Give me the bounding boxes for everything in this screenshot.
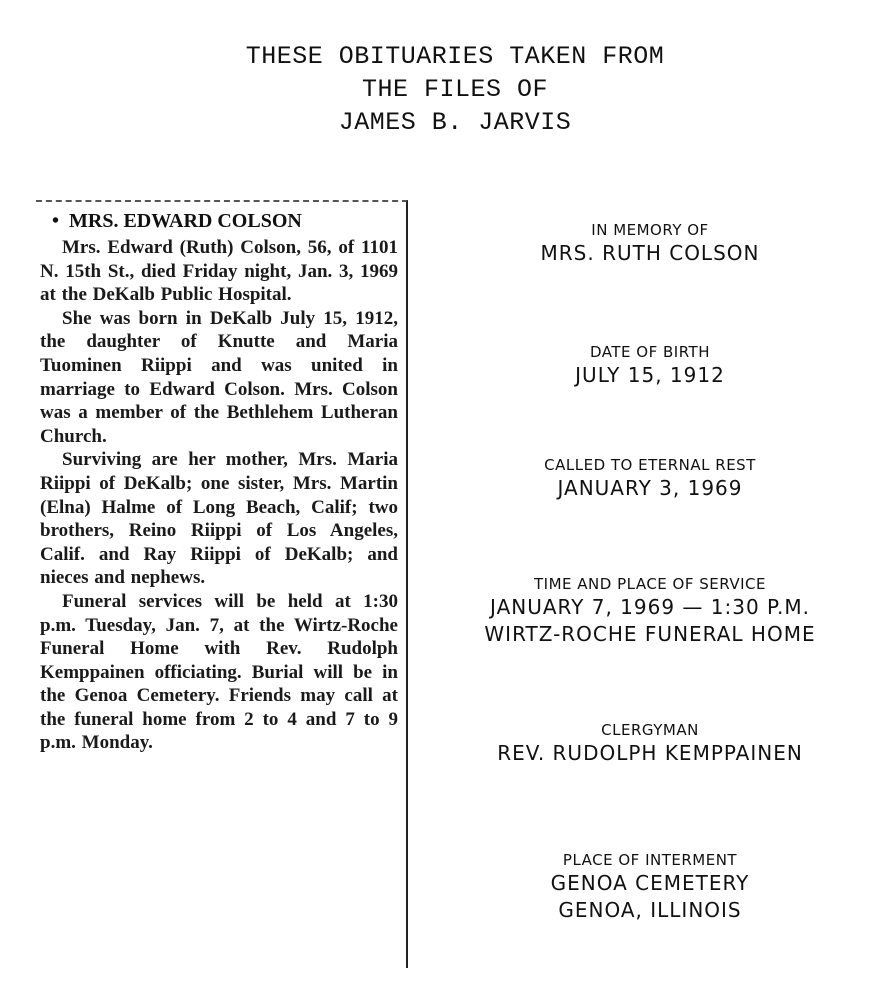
- memory-label: IN MEMORY OF: [591, 221, 709, 239]
- interment-section: [440, 850, 860, 924]
- memory-value: MRS. RUTH COLSON: [540, 241, 760, 265]
- service-time: JANUARY 7, 1969 — 1:30 P.M.: [490, 595, 810, 619]
- rest-section: [440, 455, 860, 502]
- interment-label: PLACE OF INTERMENT: [562, 851, 738, 869]
- rest-value: JANUARY 3, 1969: [557, 476, 743, 500]
- interment-location: GENOA, ILLINOIS: [558, 898, 742, 922]
- clergy-value: REV. RUDOLPH KEMPPAINEN: [497, 741, 803, 765]
- memory-section: [440, 220, 860, 267]
- birth-value: JULY 15, 1912: [575, 363, 725, 387]
- interment-cemetery: GENOA CEMETERY: [550, 871, 750, 895]
- clipping-title: [52, 210, 397, 233]
- clipping-title-text: MRS. EDWARD COLSON: [69, 210, 302, 232]
- header-line-2: THE FILES OF: [361, 75, 549, 104]
- clipping-body: [40, 236, 398, 755]
- clergy-label: CLERGYMAN: [601, 721, 699, 739]
- document-header: [0, 40, 879, 139]
- clipping-paragraph: She was born in DeKalb July 15, 1912, the daughter of Knutte and Maria Tuominen Riippi and was united in marriage to Edward Colson. Mrs. Colson was a member of the Bethlehem Lutheran Church.: [40, 307, 398, 447]
- header-line-3: JAMES B. JARVIS: [338, 108, 572, 137]
- birth-section: [440, 342, 860, 389]
- clipping-paragraph: Funeral services will be held at 1:30 p.m. Tuesday, Jan. 7, at the Wirtz-Roche Funeral Home with Rev. Rudolph Kemppainen officiating. Burial will be in the Genoa Cemetery. Friends may call at the funeral home from 2 to 4 and 7 to 9 p.m. Monday.: [40, 590, 398, 754]
- clipping-paragraph: Mrs. Edward (Ruth) Colson, 56, of 1101 N. 15th St., died Friday night, Jan. 3, 1969 at the DeKalb Public Hospital.: [40, 237, 398, 306]
- service-label: TIME AND PLACE OF SERVICE: [534, 575, 766, 593]
- service-section: [440, 574, 860, 648]
- clipping-paragraph: Surviving are her mother, Mrs. Maria Riippi of DeKalb; one sister, Mrs. Martin (Elna) Halme of Long Beach, Calif; two brothers, Reino Riippi of Los Angeles, Calif. and Ray Riippi of DeKalb; and nieces and nephews.: [40, 449, 398, 589]
- birth-label: DATE OF BIRTH: [590, 343, 710, 361]
- rest-label: CALLED TO ETERNAL REST: [544, 456, 756, 474]
- bullet-mark: •: [52, 210, 60, 232]
- header-line-1: THESE OBITUARIES TAKEN FROM: [245, 42, 665, 71]
- clergy-section: [440, 720, 860, 767]
- service-place: WIRTZ-ROCHE FUNERAL HOME: [484, 622, 816, 646]
